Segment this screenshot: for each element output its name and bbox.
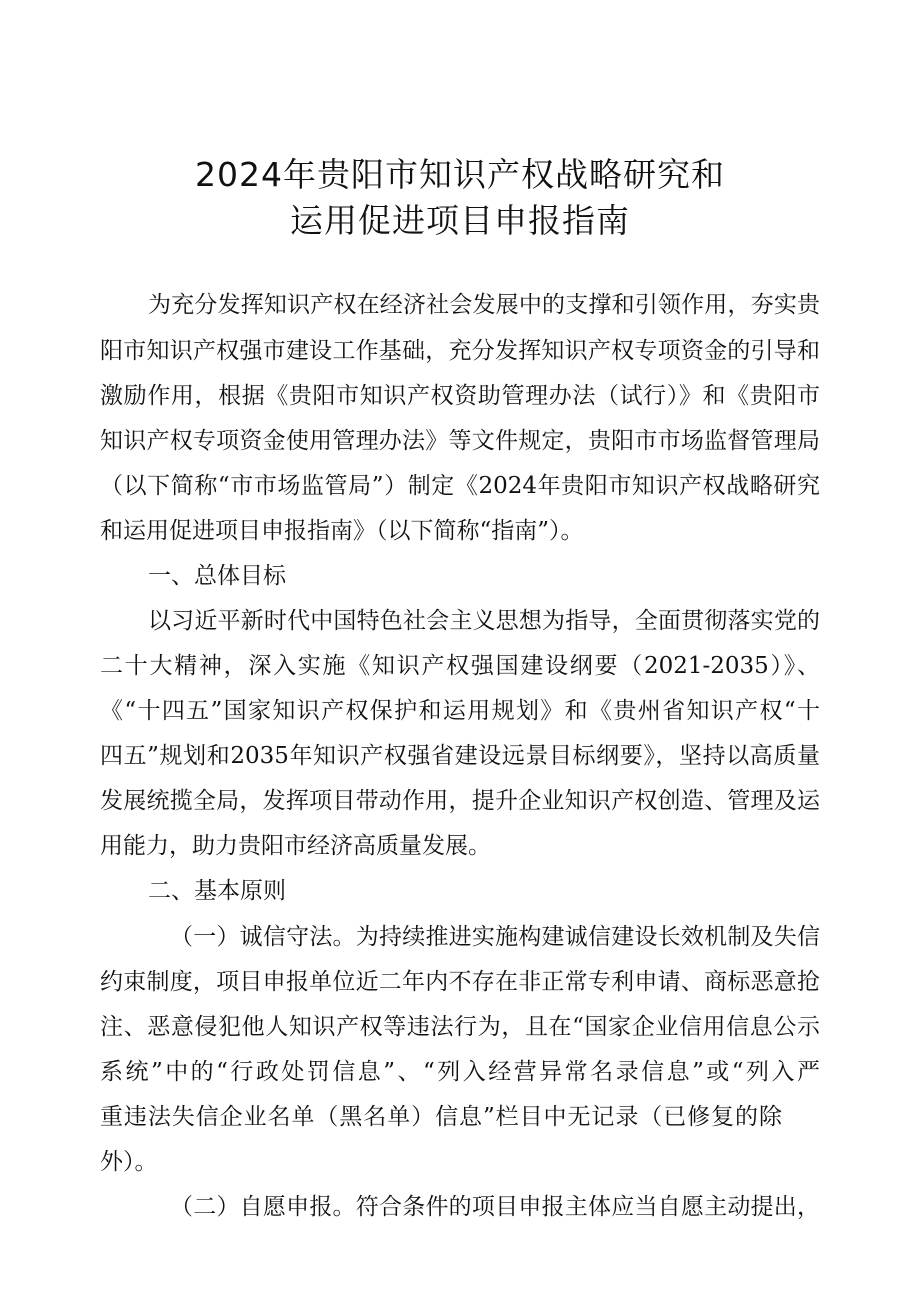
paragraph-line: 四五”规划和2035年知识产权强省建设远景目标纲要》，坚持以高质量	[100, 743, 820, 769]
document-title-line-1: 2024年贵阳市知识产权战略研究和	[195, 155, 725, 194]
paragraph-line: 注、恶意侵犯他人知识产权等违法行为，且在“国家企业信用信息公示	[100, 1014, 820, 1040]
paragraph-line: 激励作用，根据《贵阳市知识产权资助管理办法（试行）》和《贵阳市	[100, 383, 820, 409]
paragraph-line: （以下简称“市市场监管局”）制定《2024年贵阳市知识产权战略研究	[100, 473, 820, 499]
paragraph-line: （一）诚信守法。为持续推进实施构建诚信建设长效机制及失信	[170, 924, 820, 950]
paragraph-line: （二）自愿申报。符合条件的项目申报主体应当自愿主动提出，	[170, 1194, 820, 1220]
paragraph-line: 重违法失信企业名单（黑名单）信息”栏目中无记录（已修复的除	[100, 1104, 782, 1130]
paragraph-line: 《“十四五”国家知识产权保护和运用规划》和《贵州省知识产权“十	[100, 698, 820, 724]
paragraph-line: 外）。	[100, 1149, 158, 1175]
paragraph-line: 以习近平新时代中国特色社会主义思想为指导，全面贯彻落实党的	[148, 608, 820, 634]
paragraph-line: 和运用促进项目申报指南》（以下简称“指南”）。	[100, 518, 584, 544]
paragraph-line: 系统”中的“行政处罚信息”、“列入经营异常名录信息”或“列入严	[100, 1059, 820, 1085]
paragraph-line: 用能力，助力贵阳市经济高质量发展。	[100, 833, 491, 859]
paragraph-line: 为充分发挥知识产权在经济社会发展中的支撑和引领作用，夯实贵	[148, 292, 820, 318]
paragraph-line: 发展统揽全局，发挥项目带动作用，提升企业知识产权创造、管理及运	[100, 788, 820, 814]
document-title-line-2: 运用促进项目申报指南	[290, 201, 630, 240]
paragraph-line: 阳市知识产权强市建设工作基础，充分发挥知识产权专项资金的引导和	[100, 338, 820, 364]
section-heading: 一、总体目标	[148, 563, 286, 589]
paragraph-line: 知识产权专项资金使用管理办法》等文件规定，贵阳市市场监督管理局	[100, 428, 820, 454]
paragraph-line: 二十大精神，深入实施《知识产权强国建设纲要（2021-2035）》、	[100, 653, 820, 679]
section-heading: 二、基本原则	[148, 878, 286, 904]
paragraph-line: 约束制度，项目申报单位近二年内不存在非正常专利申请、商标恶意抢	[100, 969, 820, 995]
